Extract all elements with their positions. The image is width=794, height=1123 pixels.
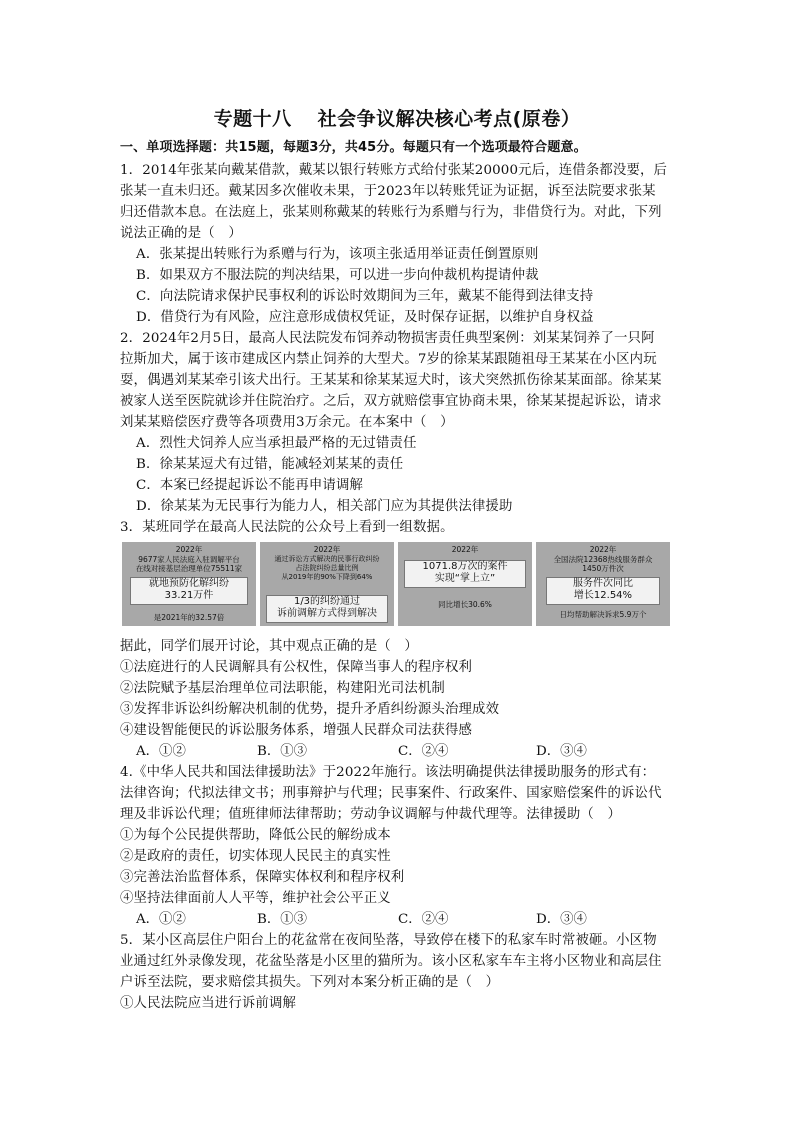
q4-choice-b: B．①③ — [257, 912, 308, 927]
q4-stem-line: 理及非诉讼代理；值班律师法律帮助；劳动争议调解与仲裁代理等。法律援助（ ） — [120, 807, 622, 822]
q4-stem-line: 法律咨询；代拟法律文书；刑事辩护与代理；民事案件、行政案件、国家赔偿案件的诉讼代 — [120, 786, 662, 801]
panel-highlight — [130, 577, 248, 605]
q2-stem-line: 拉斯加犬，属于该市建成区内禁止饲养的大型犬。7岁的徐某某跟随祖母王某某在小区内玩 — [120, 352, 657, 367]
data-panel — [536, 542, 670, 626]
q4-statement: ①为每个公民提供帮助，降低公民的解纷成本 — [120, 828, 391, 843]
panel-highlight-text: 服务件次同比 — [573, 578, 633, 589]
q4-choice-a: A．①② — [136, 912, 186, 927]
q1-option-a: A．张某提出转账行为系赠与行为，该项主张适用举证责任倒置原则 — [136, 247, 539, 262]
panel-highlight-text: 1071.8万次的案件 — [422, 561, 508, 572]
q1-stem-line: 归还借款本息。在法庭上，张某则称戴某的转账行为系赠与行为，非借贷行为。对此，下列 — [120, 205, 662, 220]
q4-choice-d: D．③④ — [536, 912, 587, 927]
q3-question: 据此，同学们展开讨论，其中观点正确的是（ ） — [120, 639, 418, 654]
panel-year: 2022年 — [589, 545, 617, 554]
q3-choice-d: D．③④ — [536, 744, 587, 759]
panel-highlight-text: 实现“掌上立” — [434, 573, 496, 584]
q3-statement: ②法院赋予基层治理单位司法职能，构建阳光司法机制 — [120, 681, 445, 696]
q5-stem-line: 户诉至法院，要求赔偿其损失。下列对本案分析正确的是（ ） — [120, 975, 500, 990]
court-data-panels — [122, 542, 670, 626]
panel-text: 全国法院12368热线服务群众 — [553, 555, 653, 564]
q3-statement: ④建设智能便民的诉讼服务体系，增强人民群众司法获得感 — [120, 723, 473, 738]
section-heading: 一、单项选择题：共15题，每题3分，共45分。每题只有一个选项最符合题意。 — [120, 140, 587, 155]
panel-text: 同比增长30.6% — [438, 600, 492, 609]
data-panel — [122, 542, 256, 626]
panel-highlight-text: 1/3的纠纷通过 — [293, 596, 361, 607]
q4-statement: ④坚持法律面前人人平等，维护社会公平正义 — [120, 891, 391, 906]
data-panel — [398, 542, 532, 626]
panel-text: 日均帮助解决诉求5.9万个 — [559, 610, 647, 619]
q4-stem-line: 4.《中华人民共和国法律援助法》于2022年施行。该法明确提供法律援助服务的形式有： — [120, 765, 656, 780]
q1-stem-line: 张某一直未归还。戴某因多次催收未果，于2023年以转账凭证为证据，诉至法院要求张某 — [120, 184, 656, 199]
page-title — [0, 104, 794, 131]
q5-statement: ①人民法院应当进行诉前调解 — [120, 996, 297, 1011]
panel-highlight-text: 就地预防化解纠纷 — [149, 578, 229, 589]
title-main: 专题十八 — [213, 108, 292, 130]
q4-statement: ②是政府的责任，切实体现人民民主的真实性 — [120, 849, 391, 864]
q1-stem-line: 1．2014年张某向戴某借款，戴某以银行转账方式给付张某20000元后，连借条都没要，后 — [120, 163, 668, 178]
q2-option-c: C．本案已经提起诉讼不能再申请调解 — [136, 478, 364, 493]
panel-year: 2022年 — [451, 545, 479, 554]
panel-highlight-text: 33.21万件 — [164, 590, 214, 601]
data-panel — [260, 542, 394, 626]
q3-statement: ③发挥非诉讼纠纷解决机制的优势，提升矛盾纠纷源头治理成效 — [120, 702, 500, 717]
panel-highlight — [546, 577, 660, 605]
q5-stem-line: 业通过红外录像发现，花盆坠落是小区里的猫所为。该小区私家车车主将小区物业和高层住 — [120, 954, 662, 969]
panel-text: 9677家人民法庭入驻调解平台 — [138, 555, 240, 564]
panel-highlight-text: 诉前调解方式得到解决 — [277, 608, 377, 619]
panel-highlight — [404, 560, 526, 588]
q3-statement: ①法庭进行的人民调解具有公权性，保障当事人的程序权利 — [120, 660, 473, 675]
q4-statement: ③完善法治监督体系，保障实体权利和程序权利 — [120, 870, 405, 885]
q5-stem-line: 5．某小区高层住户阳台上的花盆常在夜间坠落，导致停在楼下的私家车时常被砸。小区物 — [120, 933, 657, 948]
q4-choice-c: C．②④ — [398, 912, 449, 927]
panel-text: 占法院纠纷总量比例 — [295, 564, 359, 572]
q3-stem: 3．某班同学在最高人民法院的公众号上看到一组数据。 — [120, 520, 454, 535]
panel-text: 1450万件次 — [582, 564, 624, 573]
panel-year: 2022年 — [313, 545, 341, 554]
q1-option-b: B．如果双方不服法院的判决结果，可以进一步向仲裁机构提请仲裁 — [136, 268, 539, 283]
panel-highlight-text: 增长12.54% — [573, 590, 633, 601]
q3-choices — [136, 741, 680, 762]
q2-stem-line: 耍，偶遇刘某某牵引该犬出行。王某某和徐某某逗犬时，该犬突然抓伤徐某某面部。徐某某 — [120, 373, 662, 388]
q3-choice-c: C．②④ — [398, 744, 449, 759]
q2-stem-line: 被家人送至医院就诊并住院治疗。之后，双方就赔偿事宜协商未果，徐某某提起诉讼，请求 — [120, 394, 662, 409]
q2-option-d: D．徐某某为无民事行为能力人，相关部门应为其提供法律援助 — [136, 499, 513, 514]
panel-text: 是2021年的32.57倍 — [153, 613, 225, 622]
q2-option-a: A．烈性犬饲养人应当承担最严格的无过错责任 — [136, 436, 417, 451]
q2-stem-line: 刘某某赔偿医疗费等各项费用3万余元。在本案中（ ） — [120, 415, 454, 430]
q3-choice-b: B．①③ — [257, 744, 308, 759]
title-sub: 社会争议解决核心考点(原卷） — [317, 108, 581, 130]
q2-option-b: B．徐某某逗犬有过错，能减轻刘某某的责任 — [136, 457, 404, 472]
q3-choice-a: A．①② — [136, 744, 186, 759]
q4-choices — [136, 909, 680, 930]
q1-option-c: C．向法院请求保护民事权利的诉讼时效期间为三年，戴某不能得到法律支持 — [136, 289, 594, 304]
panel-text: 在线对接基层治理单位75511家 — [135, 564, 243, 573]
q1-stem-line: 说法正确的是（ ） — [120, 226, 242, 241]
panel-text: 通过诉讼方式解决的民事行政纠纷 — [274, 555, 380, 563]
q2-stem-line: 2．2024年2月5日，最高人民法院发布饲养动物损害责任典型案例：刘某某饲养了一只阿 — [120, 331, 655, 346]
panel-year: 2022年 — [175, 545, 203, 554]
q1-option-d: D．借贷行为有风险，应注意形成债权凭证，及时保存证据，以维护自身权益 — [136, 310, 594, 325]
panel-highlight — [266, 595, 388, 623]
panel-text: 从2019年的90%下降到64% — [281, 573, 373, 581]
